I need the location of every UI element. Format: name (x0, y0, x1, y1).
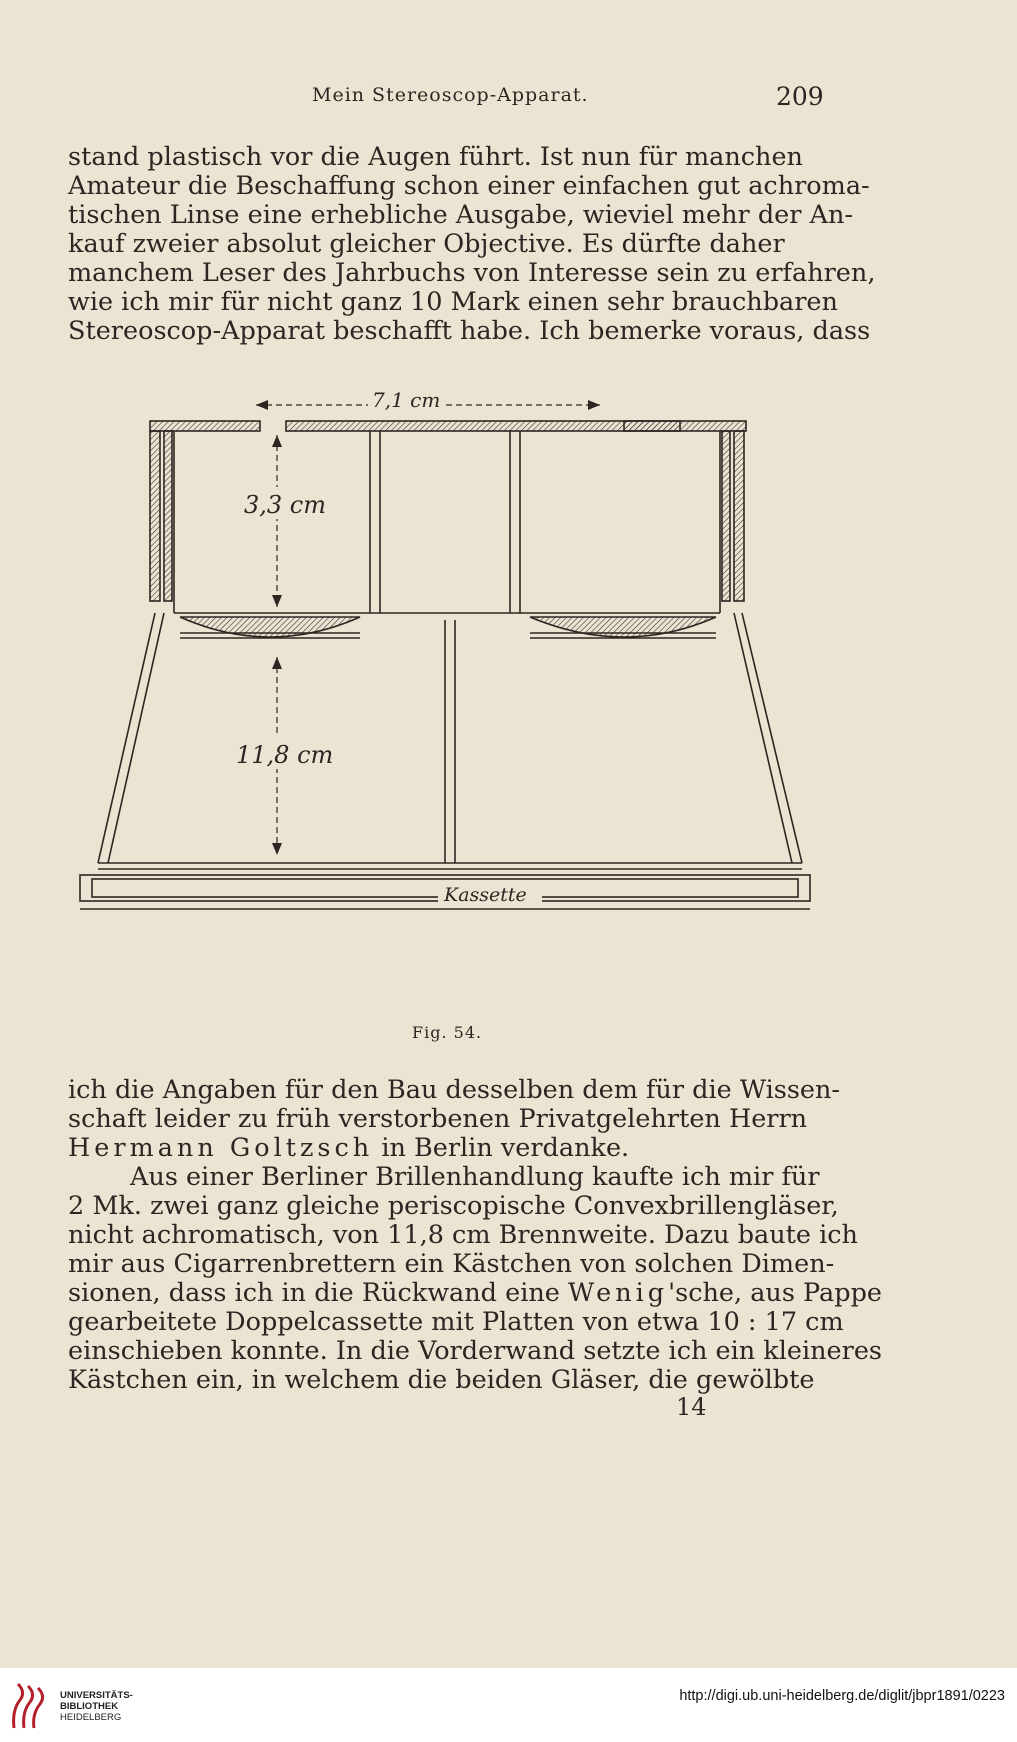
institution-line: HEIDELBERG (60, 1712, 122, 1723)
person-name: Hermann Goltzsch (68, 1133, 374, 1163)
text-line: Stereoscop-Apparat beschafft habe. Ich bemerke voraus, dass (68, 316, 871, 346)
right-wall-outer (734, 431, 744, 601)
upper-height-label: 3,3 cm (244, 491, 326, 519)
left-wall-inner (164, 431, 172, 601)
text-line (68, 1278, 882, 1308)
text-line: gearbeitete Doppelcassette mit Platten von etwa 10 : 17 cm (68, 1307, 844, 1337)
source-url-link[interactable]: http://digi.ub.uni-heidelberg.de/diglit/jbpr1891/0223 (679, 1688, 1005, 1704)
text-line: Aus einer Berliner Brillenhandlung kaufte ich mir für (130, 1162, 820, 1192)
text-run: 'sche, aus Pappe (668, 1278, 882, 1308)
cassette-label: Kassette (444, 884, 527, 906)
text-line: kauf zweier absolut gleicher Objective. Es dürfte daher (68, 229, 785, 259)
top-board-right (624, 421, 746, 431)
width-label: 7,1 cm (372, 388, 441, 412)
text-run: sionen, dass ich in die Rückwand eine (68, 1278, 568, 1308)
text-line: Amateur die Beschaffung schon einer einfachen gut achroma- (68, 171, 870, 201)
text-line: nicht achromatisch, von 11,8 cm Brennweite. Dazu baute ich (68, 1220, 858, 1250)
lens-right (530, 617, 716, 637)
right-wall-inner (722, 431, 730, 601)
text-run: in Berlin verdanke. (373, 1133, 630, 1163)
running-title: Mein Stereoscop-Apparat. (312, 84, 589, 106)
paragraph-bottom (68, 1075, 883, 1395)
signature-mark: 14 (676, 1393, 707, 1421)
institution-line: BIBLIOTHEK (60, 1701, 119, 1712)
institution-line: UNIVERSITÄTS- (60, 1690, 133, 1701)
text-line: einschieben konnte. In die Vorderwand setzte ich ein kleineres (68, 1336, 883, 1366)
left-wall-outer (150, 431, 160, 601)
text-line: tischen Linse eine erhebliche Ausgabe, wieviel mehr der An- (68, 200, 854, 230)
lens-left (180, 617, 360, 637)
top-board-center (286, 421, 680, 431)
text-line: wie ich mir für nicht ganz 10 Mark einen sehr brauchbaren (68, 287, 838, 317)
text-line: manchem Leser des Jahrbuchs von Interesse sein zu erfahren, (68, 258, 876, 288)
stereoscope-diagram (80, 385, 820, 1015)
footer-bar (0, 1668, 1017, 1742)
text-line: mir aus Cigarrenbrettern ein Kästchen von solchen Dimen- (68, 1249, 835, 1279)
library-logo-icon (10, 1680, 48, 1732)
diagram-drawing (80, 385, 820, 1015)
text-line (68, 1134, 820, 1163)
person-name: Wenig (567, 1278, 669, 1308)
text-line: Kästchen ein, in welchem die beiden Gläser, die gewölbte (68, 1365, 815, 1395)
page-number: 209 (776, 82, 824, 111)
page-header (0, 82, 1017, 118)
text-line: schaft leider zu früh verstorbenen Privatgelehrten Herrn (68, 1104, 808, 1134)
top-board-left (150, 421, 260, 431)
text-line: 2 Mk. zwei ganz gleiche periscopische Convexbrillengläser, (68, 1191, 839, 1221)
text-line: ich die Angaben für den Bau desselben dem für die Wissen- (68, 1075, 841, 1105)
paragraph-top (68, 142, 876, 346)
text-line: stand plastisch vor die Augen führt. Ist nun für manchen (68, 142, 803, 172)
figure-caption: Fig. 54. (412, 1023, 483, 1042)
institution-name (60, 1690, 133, 1723)
lower-height-label: 11,8 cm (236, 741, 334, 769)
